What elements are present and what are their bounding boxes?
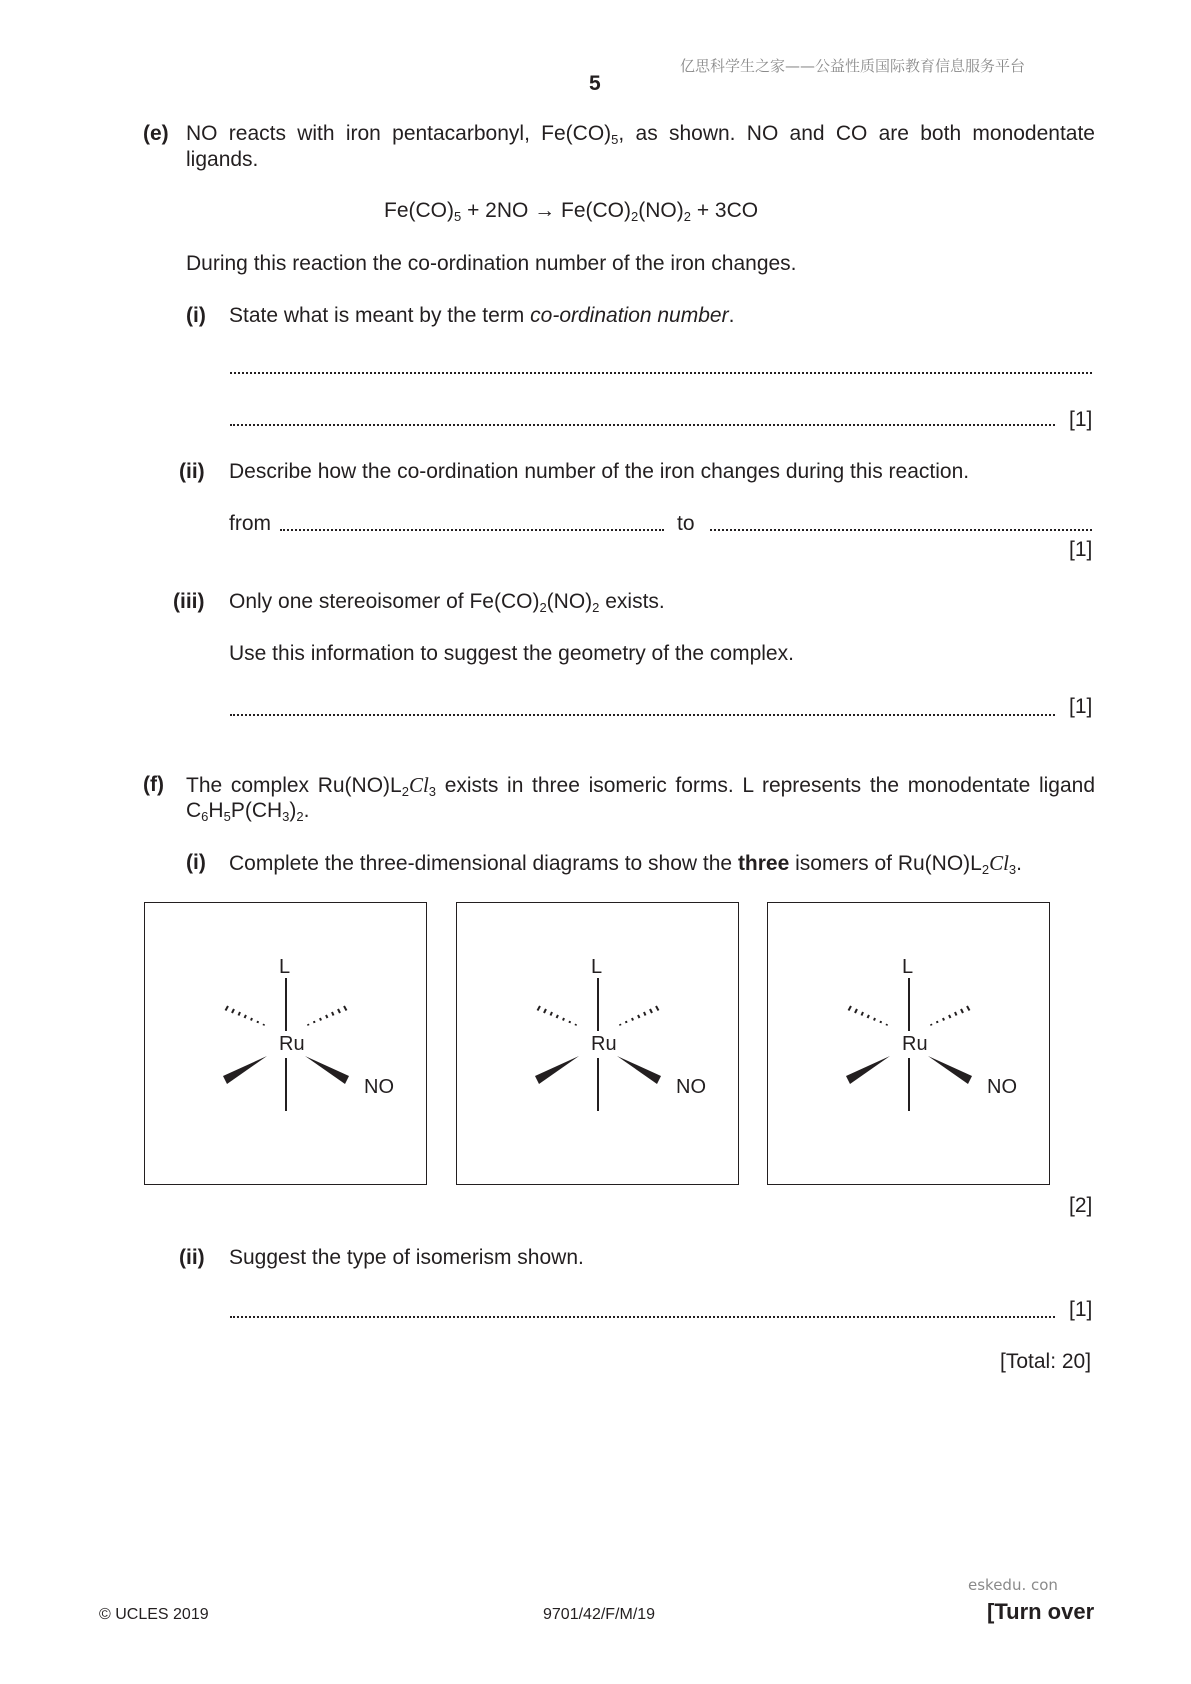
ru-center: Ru bbox=[591, 1033, 617, 1055]
answer-line-f-ii[interactable] bbox=[230, 1316, 1055, 1318]
answer-line-e-iii[interactable] bbox=[230, 714, 1055, 716]
mark-f-ii: [1] bbox=[1069, 1298, 1093, 1321]
e-iii-question: Use this information to suggest the geometry of the complex. bbox=[229, 642, 794, 665]
e-iii-label: (iii) bbox=[173, 590, 205, 613]
e-i-label: (i) bbox=[186, 304, 206, 327]
watermark-top: 亿思科学生之家——公益性质国际教育信息服务平台 bbox=[680, 57, 1026, 75]
e-iii-statement: Only one stereoisomer of $Fe(CO)_2(NO)_2$ exists. bbox=[229, 590, 665, 615]
copyright: © UCLES 2019 bbox=[99, 1606, 209, 1623]
f-i-question: Complete the three-dimensional diagrams to show the three isomers of $Ru(NO)L_2Cl_3$. bbox=[229, 851, 1022, 877]
part-e-label: (e) bbox=[143, 122, 169, 145]
f-i-label: (i) bbox=[186, 851, 206, 874]
answer-line-to[interactable] bbox=[710, 529, 1092, 531]
ligand-NO: NO bbox=[987, 1076, 1017, 1098]
mark-e-i: [1] bbox=[1069, 408, 1093, 431]
ligand-L-top: L bbox=[279, 956, 291, 978]
isomer-diagram-1[interactable] bbox=[144, 902, 427, 1185]
reaction-equation: $Fe(CO)_5 + 2NO \to Fe(CO)_2(NO)_2 + 3CO$ bbox=[384, 199, 759, 224]
answer-line-from[interactable] bbox=[280, 529, 664, 531]
part-e-intro-line2: ligands. bbox=[186, 148, 259, 171]
e-i-question: State what is meant by the term co-ordination number. bbox=[229, 304, 735, 327]
part-f-label: (f) bbox=[143, 773, 164, 796]
part-e-statement: During this reaction the co-ordination number of the iron changes. bbox=[186, 252, 797, 275]
turn-over: [Turn over bbox=[987, 1599, 1095, 1624]
e-ii-label: (ii) bbox=[179, 460, 205, 483]
mark-e-iii: [1] bbox=[1069, 695, 1093, 718]
f-ii-question: Suggest the type of isomerism shown. bbox=[229, 1246, 584, 1269]
ligand-NO: NO bbox=[364, 1076, 394, 1098]
e-ii-question: Describe how the co-ordination number of the iron changes during this reaction. bbox=[229, 460, 970, 483]
answer-line-e-i-2[interactable] bbox=[230, 424, 1055, 426]
from-label: from bbox=[229, 512, 271, 535]
part-f-intro: The complex $Ru(NO)L_2Cl_3$ exists in three isomeric forms. L represents the monodentate ligand bbox=[186, 773, 1095, 799]
part-e-intro: NO reacts with iron pentacarbonyl, $Fe(CO)_5$, as shown. NO and CO are both monodentate bbox=[186, 122, 1095, 147]
page-number: 5 bbox=[589, 72, 601, 95]
ligand-NO: NO bbox=[676, 1076, 706, 1098]
watermark-bottom: eskedu. con bbox=[968, 1576, 1058, 1594]
ligand-L-top: L bbox=[902, 956, 914, 978]
isomer-diagram-2[interactable] bbox=[456, 902, 739, 1185]
f-ii-label: (ii) bbox=[179, 1246, 205, 1269]
ru-center: Ru bbox=[279, 1033, 305, 1055]
ru-center: Ru bbox=[902, 1033, 928, 1055]
mark-f-i: [2] bbox=[1069, 1194, 1093, 1217]
ligand-L-top: L bbox=[591, 956, 603, 978]
answer-line-e-i-1[interactable] bbox=[230, 372, 1092, 374]
isomer-diagram-3[interactable] bbox=[767, 902, 1050, 1185]
to-label: to bbox=[677, 512, 695, 535]
mark-e-ii: [1] bbox=[1069, 538, 1093, 561]
paper-code: 9701/42/F/M/19 bbox=[543, 1606, 656, 1623]
ligand-formula: $C_6H_5P(CH_3)_2$. bbox=[186, 799, 310, 824]
total-marks: [Total: 20] bbox=[1000, 1350, 1092, 1373]
